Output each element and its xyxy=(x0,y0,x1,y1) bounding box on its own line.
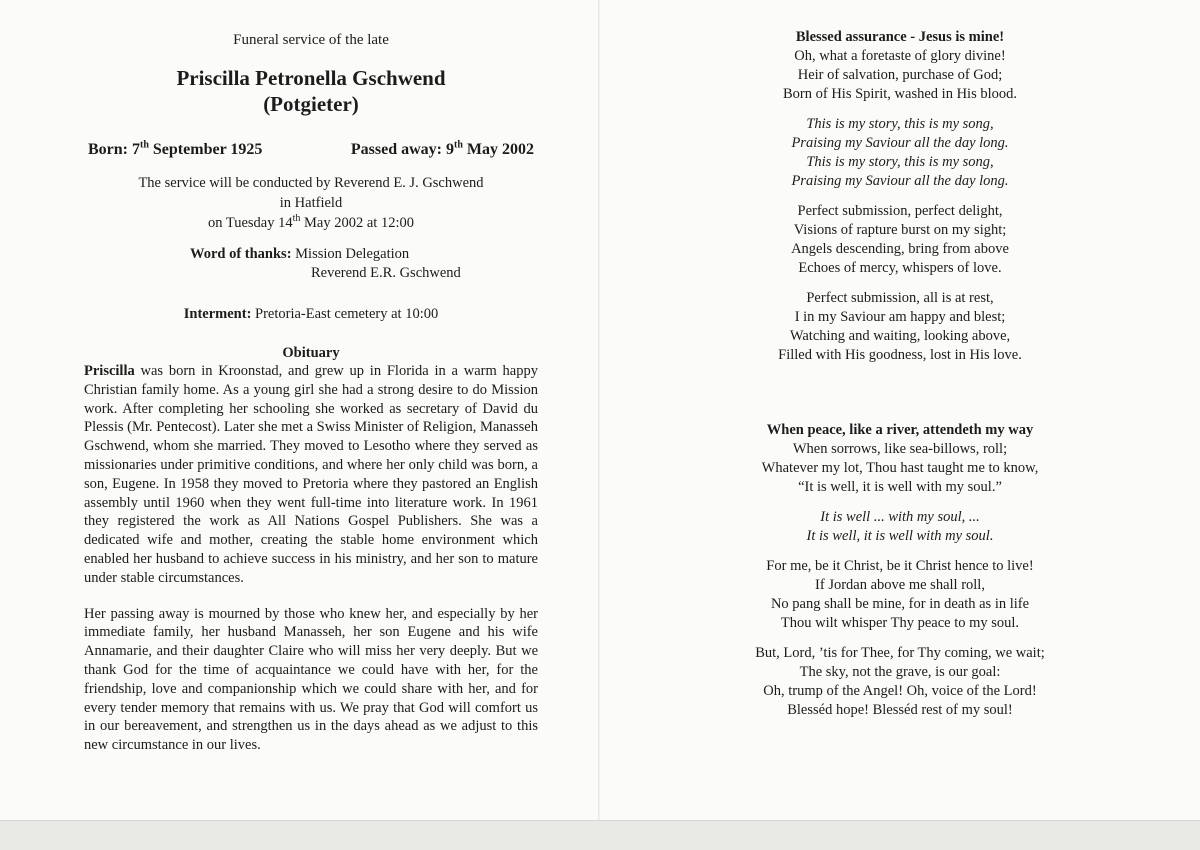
name-line-2: (Potgieter) xyxy=(263,92,359,116)
service-details xyxy=(84,173,538,233)
hymn-verse: Perfect submission, all is at rest, I in my Saviour am happy and blest; Watching and waiting, looking above, Filled with His goodness, lost in His love. xyxy=(778,290,1022,363)
interment xyxy=(84,306,538,323)
thanks-item-1: Mission Delegation xyxy=(295,246,410,262)
thanks-label: Word of thanks: xyxy=(190,246,296,262)
obituary-title: Obituary xyxy=(282,345,340,361)
hymn-chorus: It is well ... with my soul, ... It is well, it is well with my soul. xyxy=(806,509,994,544)
scan-bottom-edge xyxy=(0,820,1200,850)
service-line-1: The service will be conducted by Reverend E. J. Gschwend xyxy=(138,175,484,191)
passed-date: Passed away: 9th May 2002 xyxy=(350,139,534,158)
hymn-verse: Perfect submission, perfect delight, Visions of rapture burst on my sight; Angels descending, bring from above Echoes of mercy, whispers of love. xyxy=(791,203,1009,276)
hymn-verse: For me, be it Christ, be it Christ hence to live! If Jordan above me shall roll, No pang shall be mine, for in death as in life Thou wilt whisper Thy peace to my soul. xyxy=(766,558,1034,631)
thanks-item-2: Reverend E.R. Gschwend xyxy=(311,265,461,281)
deceased-name xyxy=(84,65,538,117)
left-page xyxy=(84,28,538,755)
hymn-blessed-assurance xyxy=(640,28,1160,365)
service-line-2: in Hatfield xyxy=(279,195,343,211)
hymn-it-is-well xyxy=(640,421,1160,720)
interment-label: Interment: xyxy=(183,306,252,322)
hymn-verse: But, Lord, ’tis for Thee, for Thy coming, we wait; The sky, not the grave, is our goal: Oh, trump of the Angel! Oh, voice of the Lord! Blesséd hope! Blesséd rest of my soul! xyxy=(755,645,1045,718)
hymn-title: When peace, like a river, attendeth my way xyxy=(766,422,1034,438)
obituary-paragraph-2: Her passing away is mourned by those who knew her, and especially by her immediate family, her husband Manasseh, her son Eugene and his wife Annamarie, and their daughter Claire who will miss her very deeply. But we thank God for the time of acquaintance we could have with her, for the friendship, love and companionship which we could share with her, and for every tender memory that remains with us. We pray that God will comfort us in our bereavement, and strengthen us in the days ahead as we adjust to this new circumstance in our lives. xyxy=(84,605,538,754)
hymn-chorus: This is my story, this is my song, Praising my Saviour all the day long. This is my story, this is my song, Praising my Saviour all the day long. xyxy=(791,116,1009,189)
born-date: Born: 7th September 1925 xyxy=(88,139,263,158)
intro-line: Funeral service of the late xyxy=(233,32,389,48)
word-of-thanks xyxy=(190,245,538,283)
interment-text: Pretoria-East cemetery at 10:00 xyxy=(251,306,439,322)
hymn-verse: Oh, what a foretaste of glory divine! Heir of salvation, purchase of God; Born of His Spirit, washed in His blood. xyxy=(782,48,1017,102)
name-line-1: Priscilla Petronella Gschwend xyxy=(176,66,446,90)
service-line-3: on Tuesday 14th May 2002 at 12:00 xyxy=(208,213,414,231)
dates-row xyxy=(88,141,534,159)
hymn-title: Blessed assurance - Jesus is mine! xyxy=(795,29,1005,45)
obituary-paragraph-1: Priscilla was born in Kroonstad, and grew up in Florida in a warm happy Christian family home. As a young girl she had a strong desire to do Mission work. After completing her schooling she worked as secretary of David du Plessis (Mr. Pentecost). Later she met a Swiss Minister of Religion, Manasseh Gschwend, whom she married. They moved to Lesotho where they served as missionaries under primitive conditions, and where her only child was born, a son, Eugene. In 1958 they moved to Pretoria where they pastored an English assembly until 1960 when they went full-time into literature work. In 1961 they registered the work as All Nations Gospel Publishers. She was a dedicated wife and mother, creating the stable home environment which enabled her husband to achieve success in his ministry, and her son to mature under stable circumstances. xyxy=(84,363,538,586)
hymn-verse: When sorrows, like sea-billows, roll; Whatever my lot, Thou hast taught me to know, “It is well, it is well with my soul.” xyxy=(761,441,1039,495)
center-fold xyxy=(598,0,600,820)
right-page xyxy=(640,28,1160,731)
